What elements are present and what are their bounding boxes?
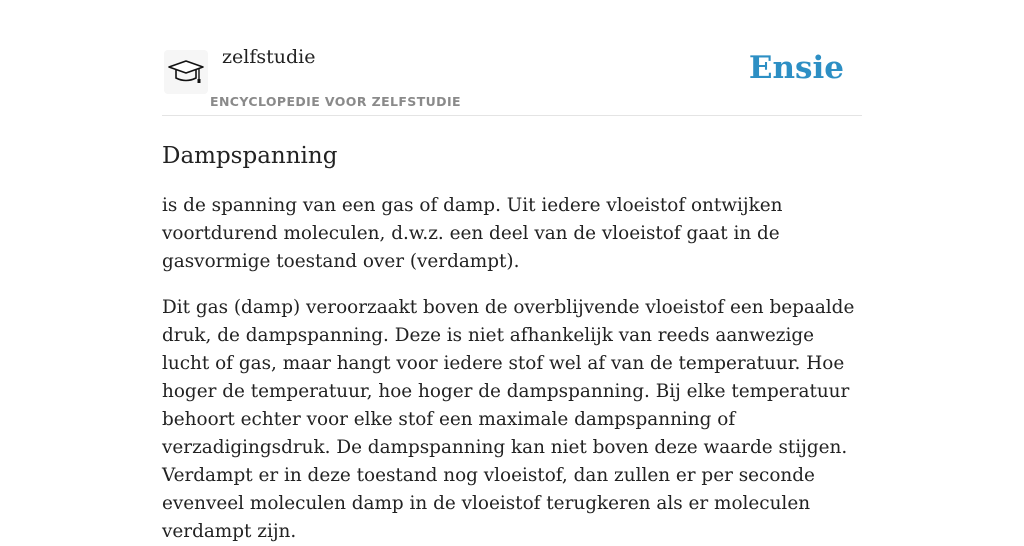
page <box>162 0 862 546</box>
site-logo[interactable] <box>164 50 208 94</box>
site-subtitle: ENCYCLOPEDIE VOOR ZELFSTUDIE <box>210 94 461 109</box>
article-title: Dampspanning <box>162 143 338 169</box>
brand-logo[interactable]: Ensie <box>748 50 844 86</box>
site-header <box>162 0 862 116</box>
article-paragraph: is de spanning van een gas of damp. Uit iedere vloeistof ontwijken voortdurend moleculen, d.w.z. een deel van de vloeistof gaat in de gasvormige toestand over (verdampt). <box>162 195 783 272</box>
graduation-cap-icon <box>166 57 206 87</box>
site-name[interactable]: zelfstudie <box>222 46 316 68</box>
article-paragraph: Dit gas (damp) veroorzaakt boven de overblijvende vloeistof een bepaalde druk, de dampspanning. Deze is niet afhankelijk van reeds aanwezige lucht of gas, maar hangt voor iedere stof wel af van de temperatuur. Hoe hoger de temperatuur, hoe hoger de dampspanning. Bij elke temperatuur behoort echter voor elke stof een maximale dampspanning of verzadigingsdruk. De dampspanning kan niet boven deze waarde stijgen. Verdampt er in deze toestand nog vloeistof, dan zullen er per seconde evenveel moleculen damp in de vloeistof terugkeren als er moleculen verdampt zijn. <box>162 297 855 542</box>
